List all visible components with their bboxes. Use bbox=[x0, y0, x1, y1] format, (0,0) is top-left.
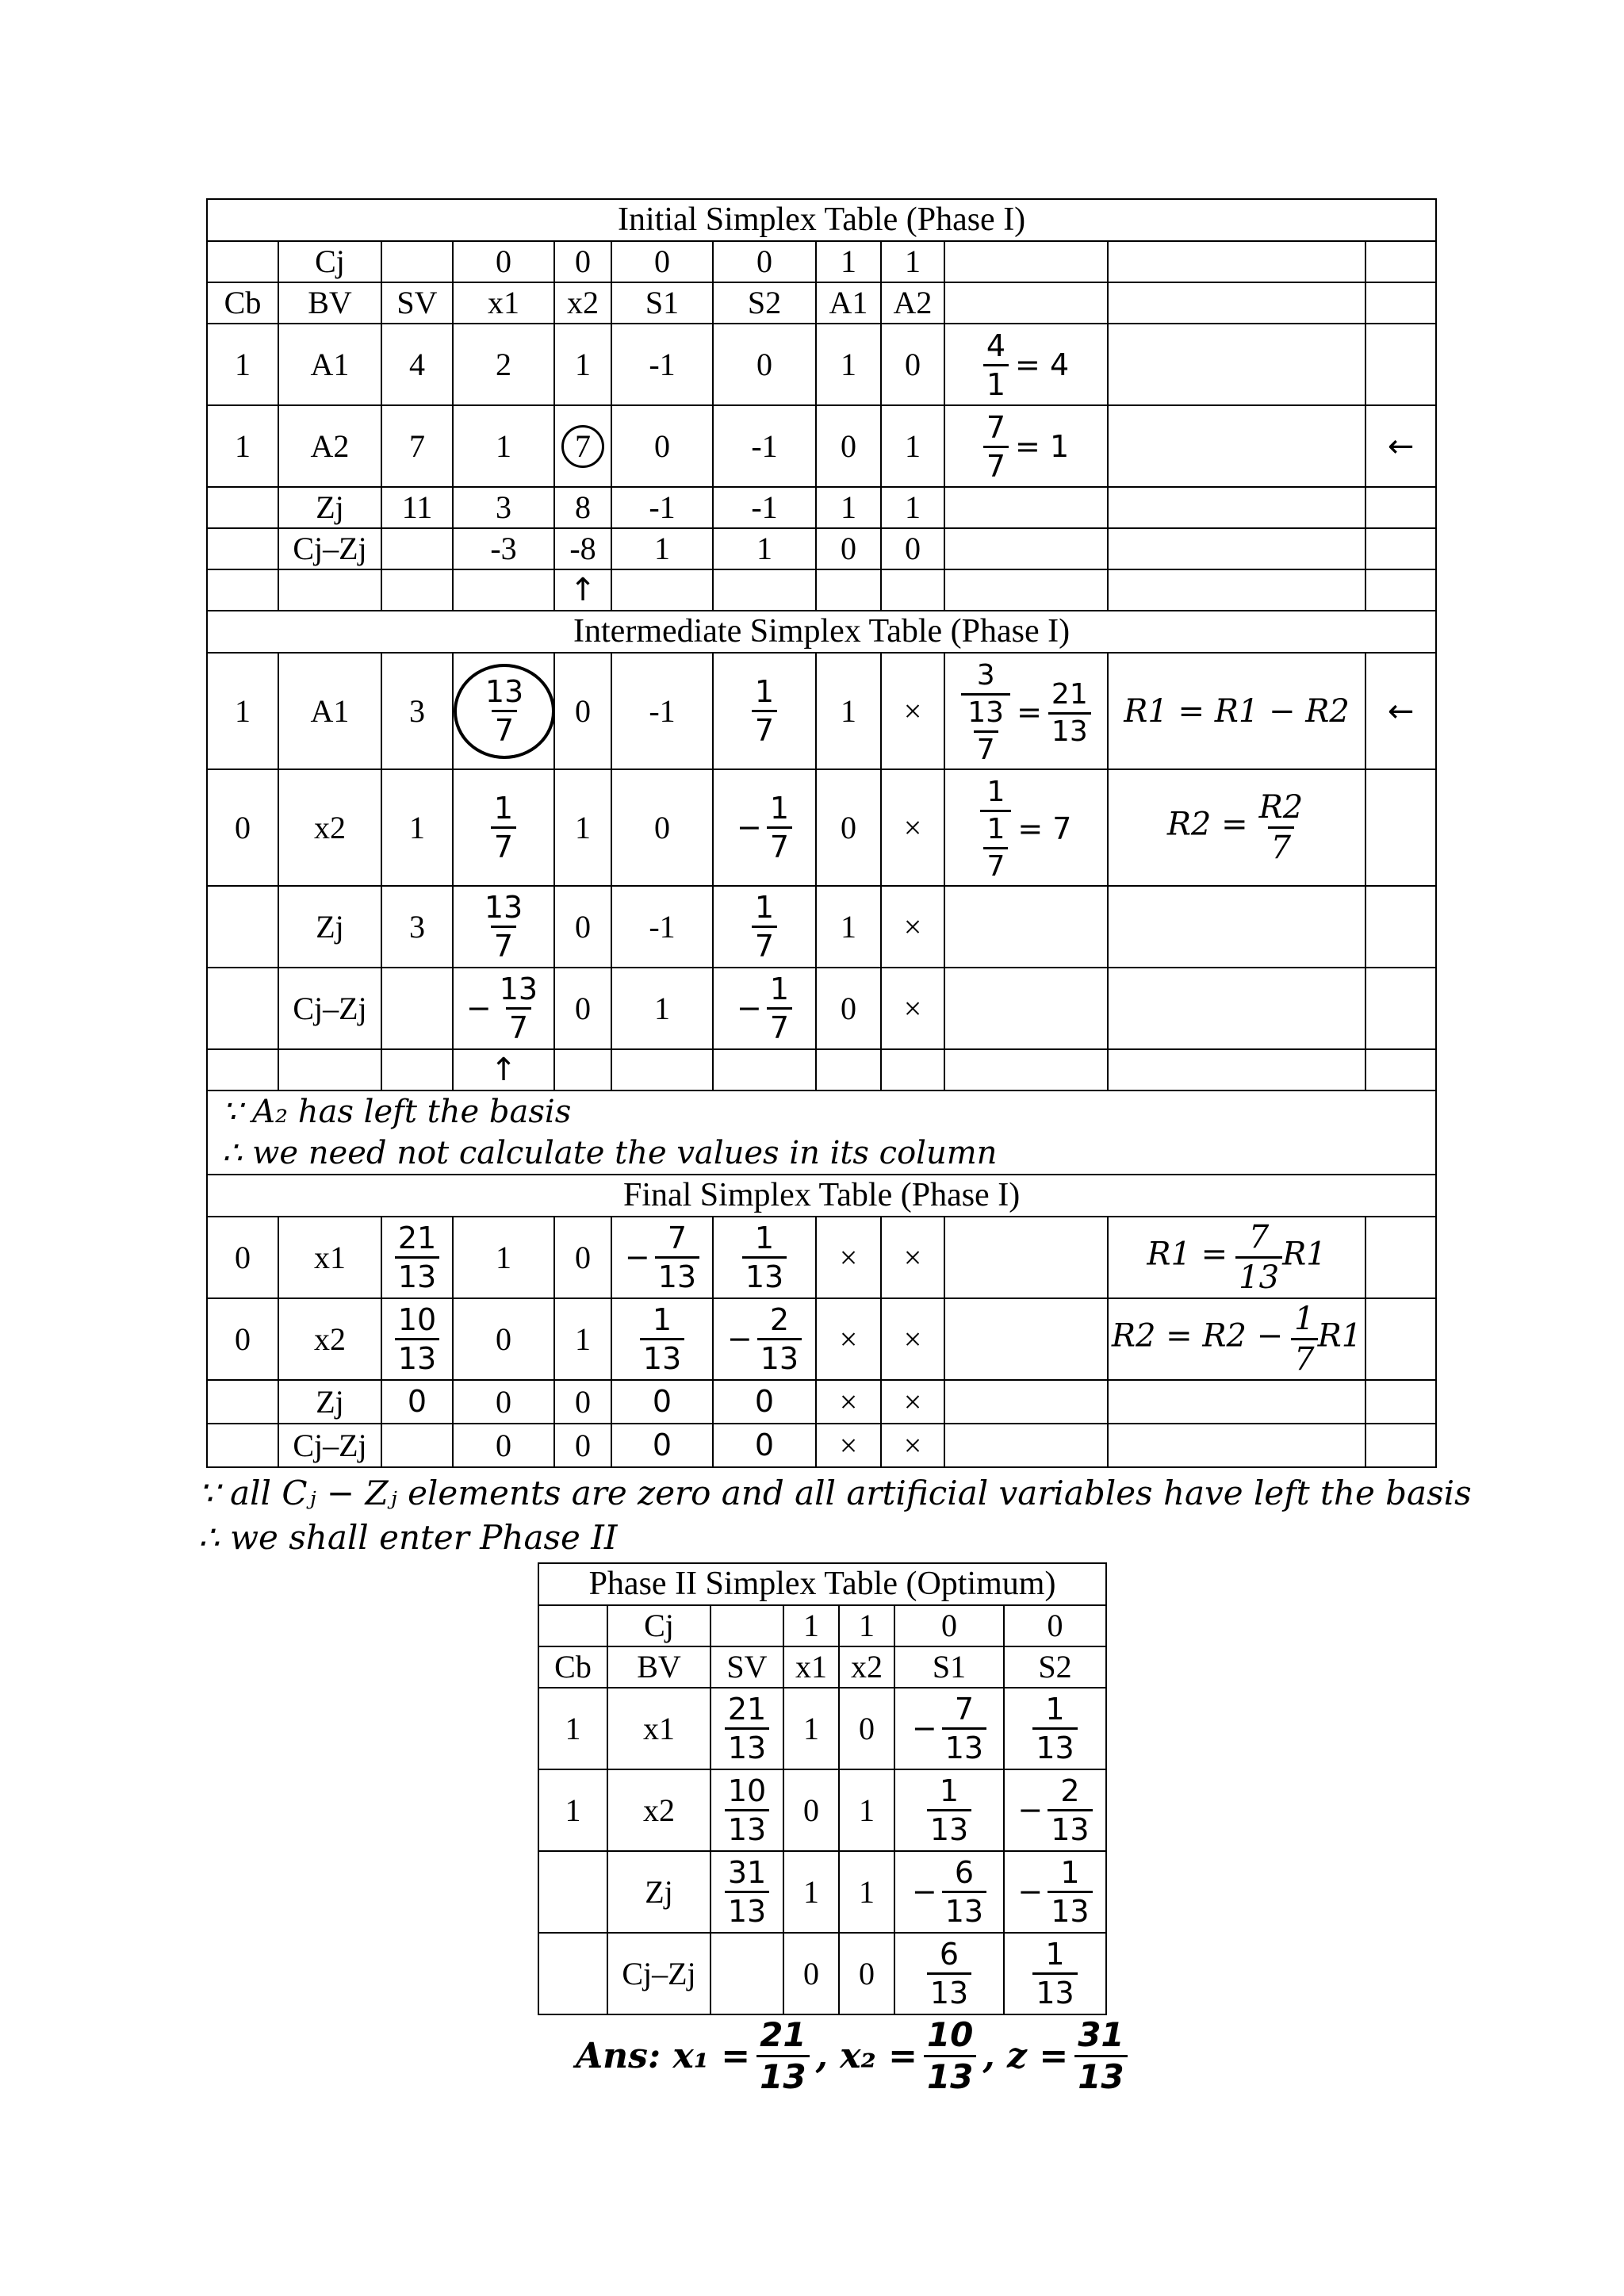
table-row: 0 x1 $\frac{21}{13}$ 1 0 − $\frac{7}{13}$ $\frac{1}{13}$ × × R1 = $\frac{7}{13}$ R1 bbox=[207, 1217, 1436, 1298]
ratio-cell: $\frac{1}{\frac{1}{7}}$ = 7 bbox=[944, 769, 1108, 886]
zj-row: Zj 0 0 0 0 0 × × bbox=[207, 1380, 1436, 1424]
phase1-table bbox=[206, 198, 1437, 1468]
ratio-cell: $\frac{7}{7}$ = 1 bbox=[944, 405, 1108, 487]
initial-table-title: Initial Simplex Table (Phase I) bbox=[207, 199, 1436, 241]
table-row: 0 x2 1 $\frac{1}{7}$ 1 0 − $\frac{1}{7}$ 0 × $\frac{1}{\frac{1}{7}}$ = 7 R2 = $\frac{R2}{7}$ bbox=[207, 769, 1436, 886]
ratio-cell: $\frac{4}{1}$ = 4 bbox=[944, 324, 1108, 405]
row-operation: R1 = $\frac{7}{13}$ R1 bbox=[1108, 1217, 1365, 1298]
answer-line: Ans: x₁ = $\frac{21}{13}$ , x₂ = $\frac{10}{13}$ , z = $\frac{31}{13}$ bbox=[576, 2018, 1128, 2094]
final-table-title: Final Simplex Table (Phase I) bbox=[207, 1175, 1436, 1217]
row-operation: R2 = $\frac{R2}{7}$ bbox=[1108, 769, 1365, 886]
arrow-row bbox=[207, 569, 1436, 611]
leaving-arrow-icon: ← bbox=[1365, 653, 1436, 769]
cj-row: Cj 0 0 0 0 1 1 bbox=[207, 241, 1436, 282]
zj-row: Zj 11 3 8 -1 -1 1 1 bbox=[207, 487, 1436, 528]
table-row: 1 x2 $\frac{10}{13}$ 0 1 $\frac{1}{13}$ − $\frac{2}{13}$ bbox=[538, 1769, 1106, 1851]
table-row: 1 A1 4 2 1 -1 0 1 0 $\frac{4}{1}$ = 4 bbox=[207, 324, 1436, 405]
pivot-element: 7 bbox=[554, 405, 611, 487]
table-row: 0 x2 $\frac{10}{13}$ 0 1 $\frac{1}{13}$ − $\frac{2}{13}$ × × R2 = R2 − $\frac{1}{7}$ R1 bbox=[207, 1298, 1436, 1380]
leaving-arrow-icon: ← bbox=[1365, 405, 1436, 487]
intermediate-table-title: Intermediate Simplex Table (Phase I) bbox=[207, 611, 1436, 653]
cjzj-row: Cj–Zj − $\frac{13}{7}$ 0 1 − $\frac{1}{7}$ 0 × bbox=[207, 968, 1436, 1049]
pivot-element: 13 7 bbox=[453, 653, 554, 769]
cj-row: Cj 1 1 0 0 bbox=[538, 1605, 1106, 1646]
table-row: 1 A2 7 1 7 0 -1 0 1 $\frac{7}{7}$ = 1 ← bbox=[207, 405, 1436, 487]
entering-arrow-icon: ↑ bbox=[453, 1049, 554, 1091]
note-enter-phase2: ∵ all Cⱼ − Zⱼ elements are zero and all artificial variables have left the basis ∴ we shall enter Phase II bbox=[198, 1474, 1472, 1557]
arrow-row bbox=[207, 1049, 1436, 1091]
note-a2-left: ∵ A₂ has left the basis ∴ we need not calculate the values in its column bbox=[207, 1091, 1436, 1175]
cjzj-row: Cj–Zj -3 -8 1 1 0 0 bbox=[207, 528, 1436, 569]
phase2-table-title: Phase II Simplex Table (Optimum) bbox=[538, 1563, 1106, 1605]
header-row: Cb BV SV x1 x2 S1 S2 A1 A2 bbox=[207, 282, 1436, 324]
table-row: 1 x1 $\frac{21}{13}$ 1 0 − $\frac{7}{13}$ $\frac{1}{13}$ bbox=[538, 1688, 1106, 1769]
zj-row: Zj $\frac{31}{13}$ 1 1 − $\frac{6}{13}$ − $\frac{1}{13}$ bbox=[538, 1851, 1106, 1933]
table-row: 1 A1 3 13 7 0 -1 $\frac{1}{7}$ 1 × $\frac{3}{\frac{13}{7}}$ = $\frac{21}{13}$ R1 = R1 − R2 ← bbox=[207, 653, 1436, 769]
ratio-cell: $\frac{3}{\frac{13}{7}}$ = $\frac{21}{13}$ bbox=[944, 653, 1108, 769]
entering-arrow-icon: ↑ bbox=[554, 569, 611, 611]
row-operation: R2 = R2 − $\frac{1}{7}$ R1 bbox=[1108, 1298, 1365, 1380]
row-operation: R1 = R1 − R2 bbox=[1108, 653, 1365, 769]
cjzj-row: Cj–Zj 0 0 $\frac{6}{13}$ $\frac{1}{13}$ bbox=[538, 1933, 1106, 2014]
phase2-table bbox=[538, 1562, 1107, 2015]
cjzj-row: Cj–Zj 0 0 0 0 × × bbox=[207, 1424, 1436, 1467]
cj-label: Cj bbox=[278, 241, 381, 282]
header-row: Cb BV SV x1 x2 S1 S2 bbox=[538, 1646, 1106, 1688]
zj-row: Zj 3 $\frac{13}{7}$ 0 -1 $\frac{1}{7}$ 1 × bbox=[207, 886, 1436, 968]
